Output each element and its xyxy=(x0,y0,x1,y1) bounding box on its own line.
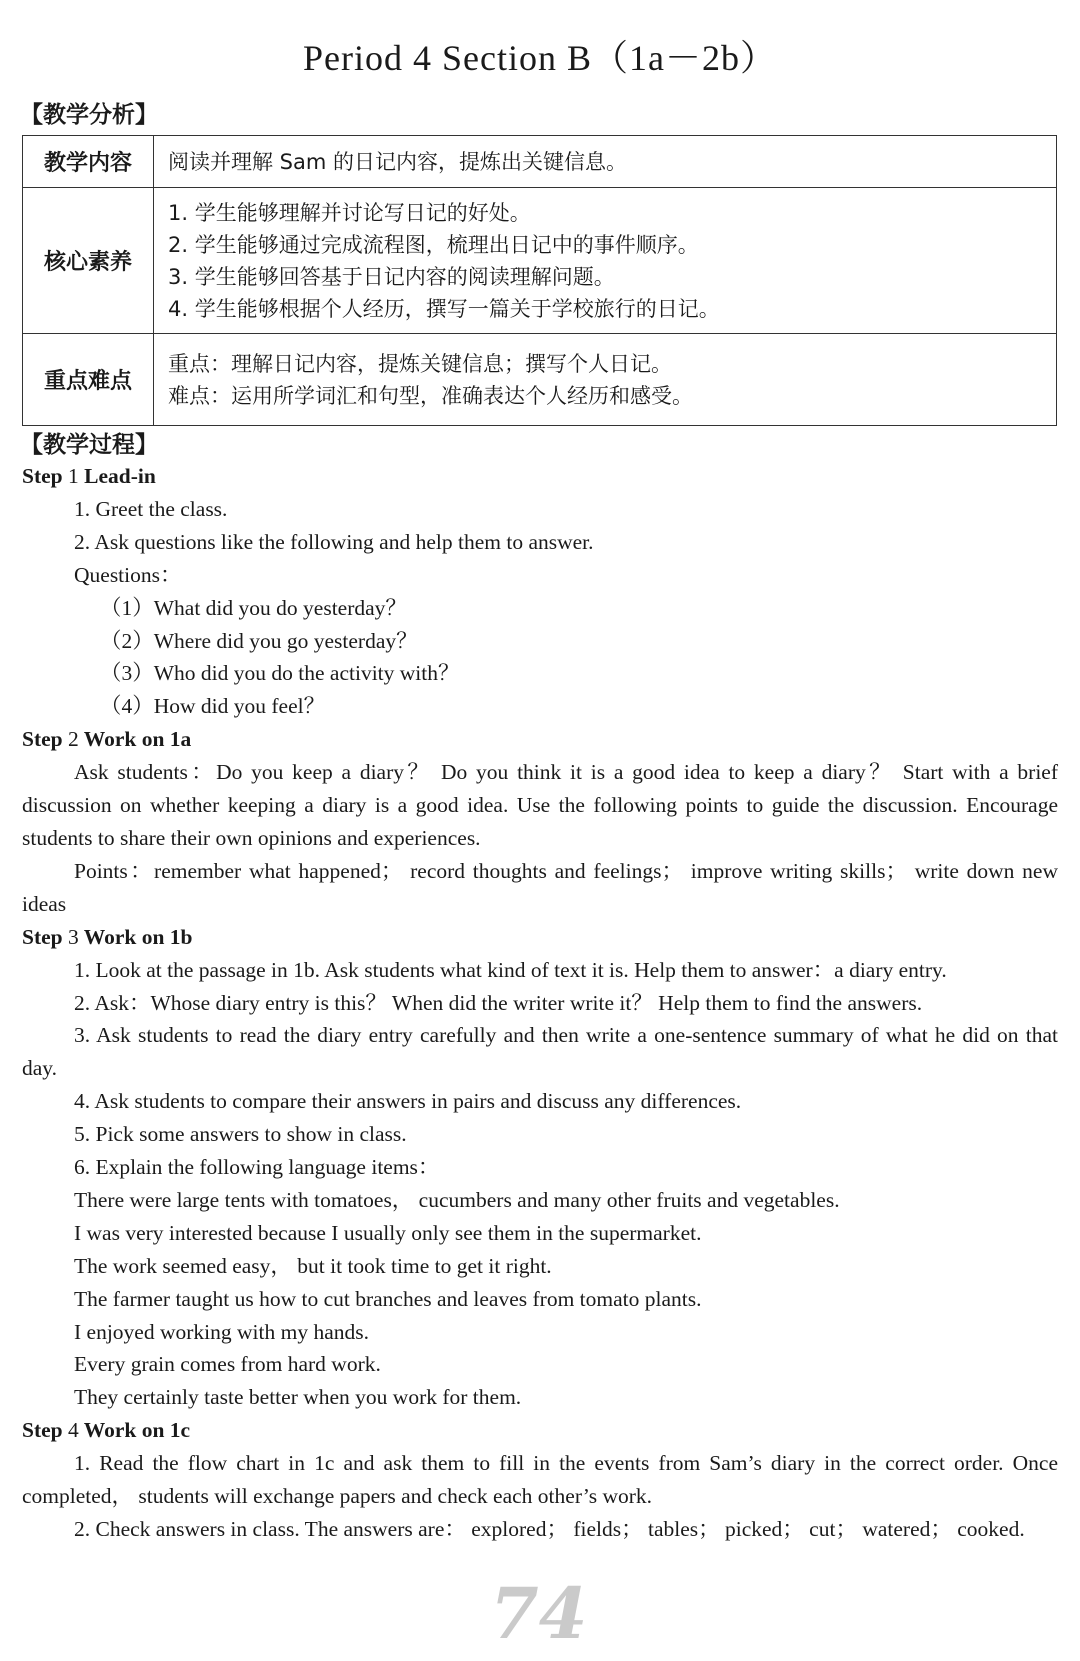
question-item: （1）What did you do yesterday？ xyxy=(100,595,407,620)
step1-item: 1. Greet the class. xyxy=(74,496,228,521)
step3-paragraph: 5. Pick some answers to show in class. xyxy=(74,1122,407,1147)
questions-label: Questions： xyxy=(74,562,182,587)
step1-heading xyxy=(22,460,1058,493)
table-row xyxy=(23,136,1057,188)
step-label: Step xyxy=(22,924,63,949)
step2-paragraph: Ask students：Do you keep a diary？ Do you think it is a good idea to keep a diary？ Start with a brief discussion on whether keeping a diary is a good idea. Use the following points to guide the discussion. Encourage students to share their own opinions and experiences. xyxy=(22,760,1058,850)
process-heading: 【教学过程】 xyxy=(20,432,158,458)
list-item: 4. 学生能够根据个人经历，撰写一篇关于学校旅行的日记。 xyxy=(168,296,720,321)
step-name: Work on 1b xyxy=(83,924,193,949)
step3-paragraph: 3. Ask students to read the diary entry carefully and then write a one-sentence summary of what he did on that day. xyxy=(22,1023,1058,1081)
analysis-heading: 【教学分析】 xyxy=(20,102,158,128)
language-item: I enjoyed working with my hands. xyxy=(74,1319,369,1344)
step-label: Step xyxy=(22,727,63,752)
step2-paragraph: Points：remember what happened； record thoughts and feelings； improve writing skills； write down new ideas xyxy=(22,858,1058,916)
step-number: 2 xyxy=(68,727,79,752)
language-item: The work seemed easy， but it took time to get it right. xyxy=(74,1253,552,1278)
step3-heading xyxy=(22,921,1058,954)
step4-heading xyxy=(22,1414,1058,1447)
step1-item: 2. Ask questions like the following and help them to answer. xyxy=(74,529,594,554)
language-item: I was very interested because I usually only see them in the supermarket. xyxy=(74,1220,702,1245)
step-name: Work on 1a xyxy=(83,727,192,752)
step-number: 4 xyxy=(68,1418,79,1443)
step-number: 1 xyxy=(68,464,79,488)
language-item: Every grain comes from hard work. xyxy=(74,1352,381,1377)
content-text: 阅读并理解 Sam 的日记内容，提炼出关键信息。 xyxy=(154,136,1057,188)
step-name: Lead-in xyxy=(84,464,156,488)
list-item: 2. 学生能够通过完成流程图，梳理出日记中的事件顺序。 xyxy=(168,232,699,257)
question-item: （2）Where did you go yesterday？ xyxy=(100,628,418,653)
step3-paragraph: 6. Explain the following language items： xyxy=(74,1155,440,1180)
step3-paragraph: 2. Ask：Whose diary entry is this？ When did the writer write it？ Help them to find the answers. xyxy=(74,990,923,1015)
page-title: Period 4 Section B（1a－2b） xyxy=(303,38,777,78)
language-item: The farmer taught us how to cut branches and leaves from tomato plants. xyxy=(74,1286,702,1311)
step3-paragraph: 4. Ask students to compare their answers in pairs and discuss any differences. xyxy=(74,1089,742,1114)
step-number: 3 xyxy=(68,924,79,949)
step-name: Work on 1c xyxy=(83,1418,191,1443)
content-label: 教学内容 xyxy=(23,136,154,188)
question-item: （4）How did you feel？ xyxy=(100,694,326,719)
key-list xyxy=(154,334,1057,426)
step4-paragraph: 2. Check answers in class. The answers are： explored； fields； tables； picked； cut； watered； cooked. xyxy=(74,1517,1025,1541)
literacy-list xyxy=(154,188,1057,334)
analysis-table xyxy=(22,135,1057,426)
list-item: 3. 学生能够回答基于日记内容的阅读理解问题。 xyxy=(168,264,615,289)
list-item: 1. 学生能够理解并讨论写日记的好处。 xyxy=(168,200,531,225)
step4-paragraph: 1. Read the flow chart in 1c and ask them to fill in the events from Sam’s diary in the correct order. Once completed， students will exchange papers and check each other’s work. xyxy=(22,1451,1058,1509)
page-number: 74 xyxy=(490,1572,588,1655)
language-item: They certainly taste better when you work for them. xyxy=(74,1385,522,1410)
step2-heading xyxy=(22,723,1058,756)
step-label: Step xyxy=(22,464,63,488)
process-body xyxy=(22,460,1058,1546)
list-item: 重点：理解日记内容，提炼关键信息；撰写个人日记。 xyxy=(168,351,672,376)
literacy-label: 核心素养 xyxy=(23,188,154,334)
language-item: There were large tents with tomatoes， cucumbers and many other fruits and vegetables. xyxy=(74,1187,840,1212)
step-label: Step xyxy=(22,1418,63,1443)
question-item: （3）Who did you do the activity with？ xyxy=(100,661,460,686)
key-label: 重点难点 xyxy=(23,334,154,426)
list-item: 难点：运用所学词汇和句型，准确表达个人经历和感受。 xyxy=(168,383,693,408)
step3-paragraph: 1. Look at the passage in 1b. Ask students what kind of text it is. Help them to answer：a diary entry. xyxy=(74,957,947,982)
table-row xyxy=(23,334,1057,426)
table-row xyxy=(23,188,1057,334)
